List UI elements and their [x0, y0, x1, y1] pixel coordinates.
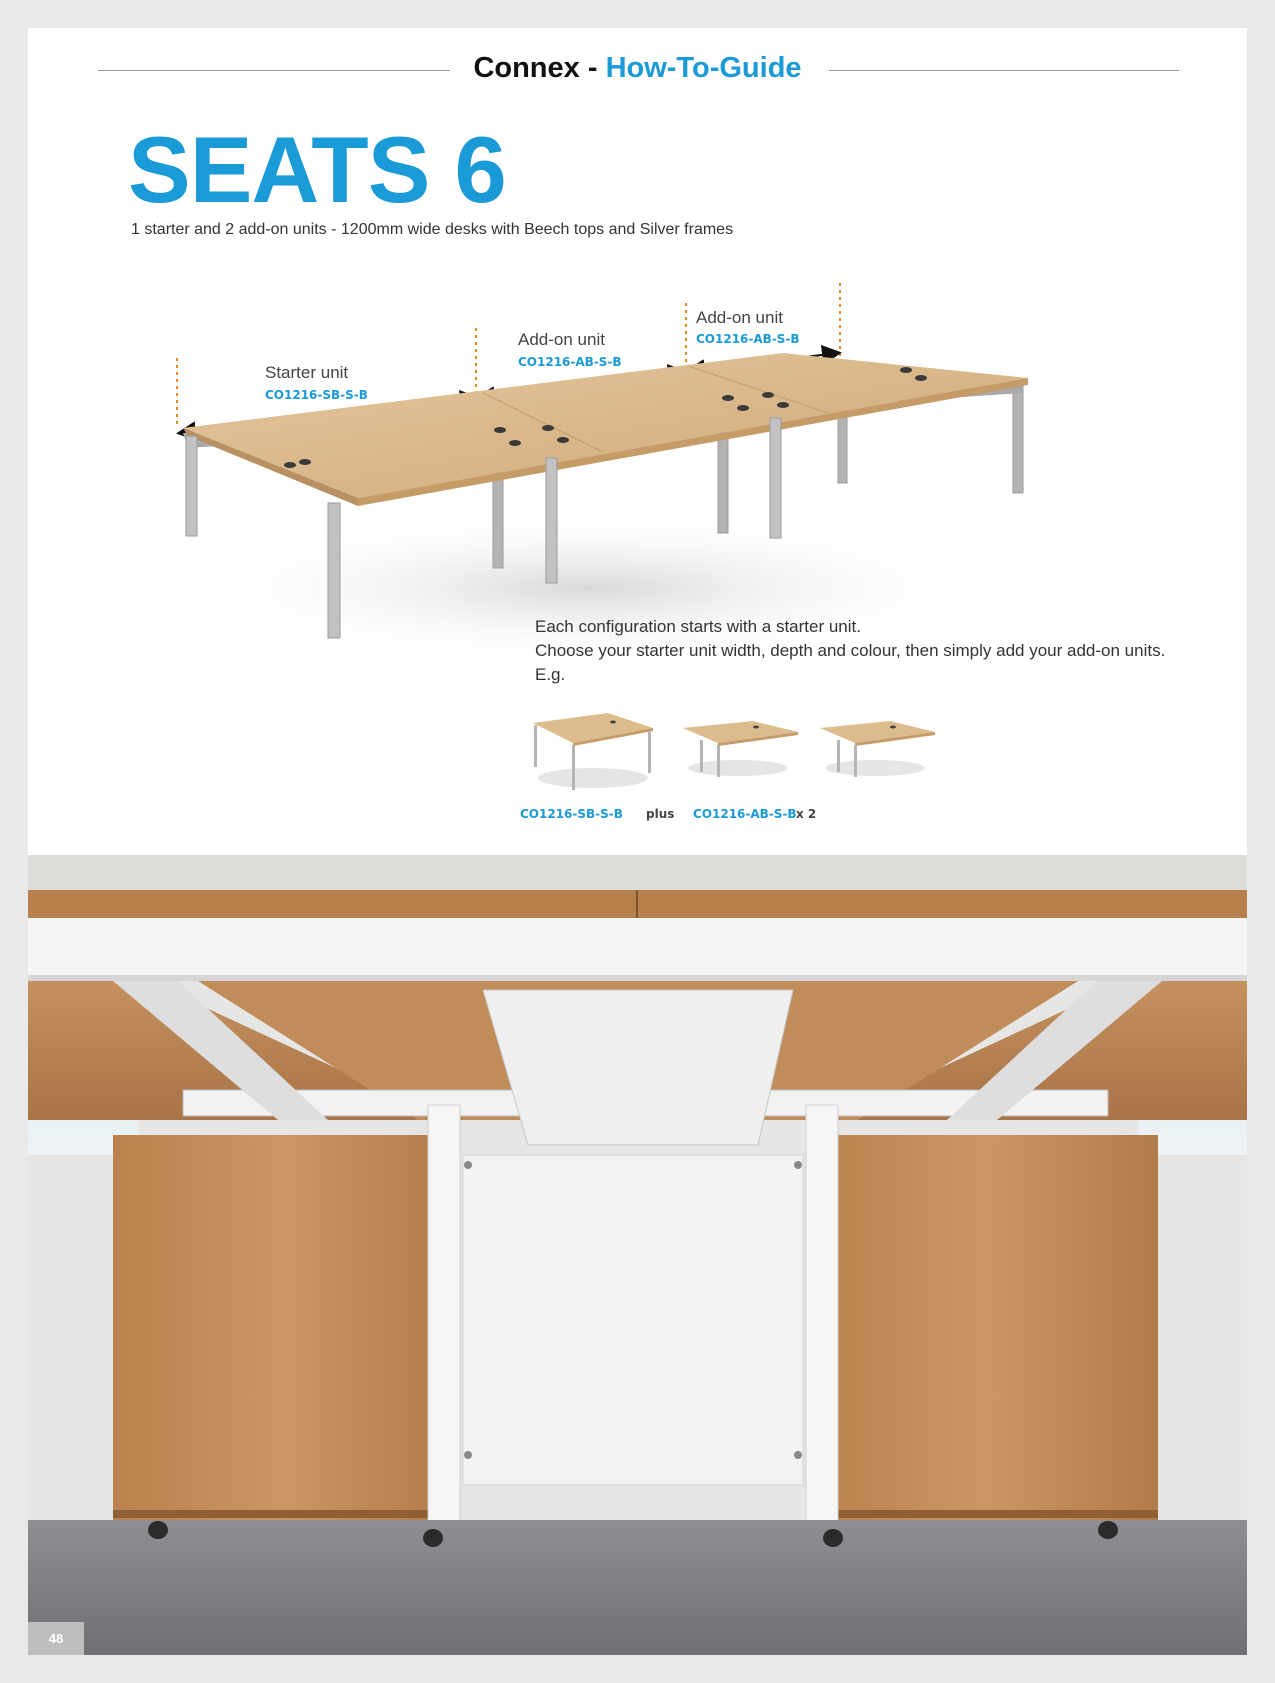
page-title: SEATS 6 [128, 117, 506, 222]
description-line-3: E.g. [535, 665, 566, 684]
description-line-1: Each configuration starts with a starter unit. [535, 617, 861, 636]
example-multiplier: x 2 [796, 807, 817, 821]
example-addon-desk-1 [678, 718, 803, 783]
header-brand: Connex [473, 52, 580, 84]
addon-unit-code-2: CO1216-AB-S-B [696, 332, 800, 346]
page-number: 48 [28, 1622, 84, 1655]
addon-unit-label-1: Add-on unit [518, 330, 605, 349]
description-line-2: Choose your starter unit width, depth and colour, then simply add your add-on units. [535, 641, 1166, 660]
example-addon-desk-2 [815, 718, 940, 783]
example-plus: plus [646, 807, 675, 821]
example-starter-desk [528, 708, 658, 793]
example-starter-code: CO1216-SB-S-B [520, 807, 623, 821]
header-title [28, 52, 1247, 85]
desk-underside-photo [28, 855, 1247, 1655]
example-addon-code: CO1216-AB-S-B [693, 807, 797, 821]
page-subtitle: 1 starter and 2 add-on units - 1200mm wide desks with Beech tops and Silver frames [131, 221, 734, 238]
addon-unit-label-2: Add-on unit [696, 308, 783, 327]
starter-unit-label: Starter unit [265, 363, 349, 382]
configuration-description [535, 615, 1165, 687]
addon-unit-code-1: CO1216-AB-S-B [518, 355, 622, 369]
header-separator: - [579, 52, 606, 84]
header-guide: How-To-Guide [605, 52, 802, 84]
starter-unit-code: CO1216-SB-S-B [265, 388, 368, 402]
catalog-page [28, 28, 1247, 1655]
